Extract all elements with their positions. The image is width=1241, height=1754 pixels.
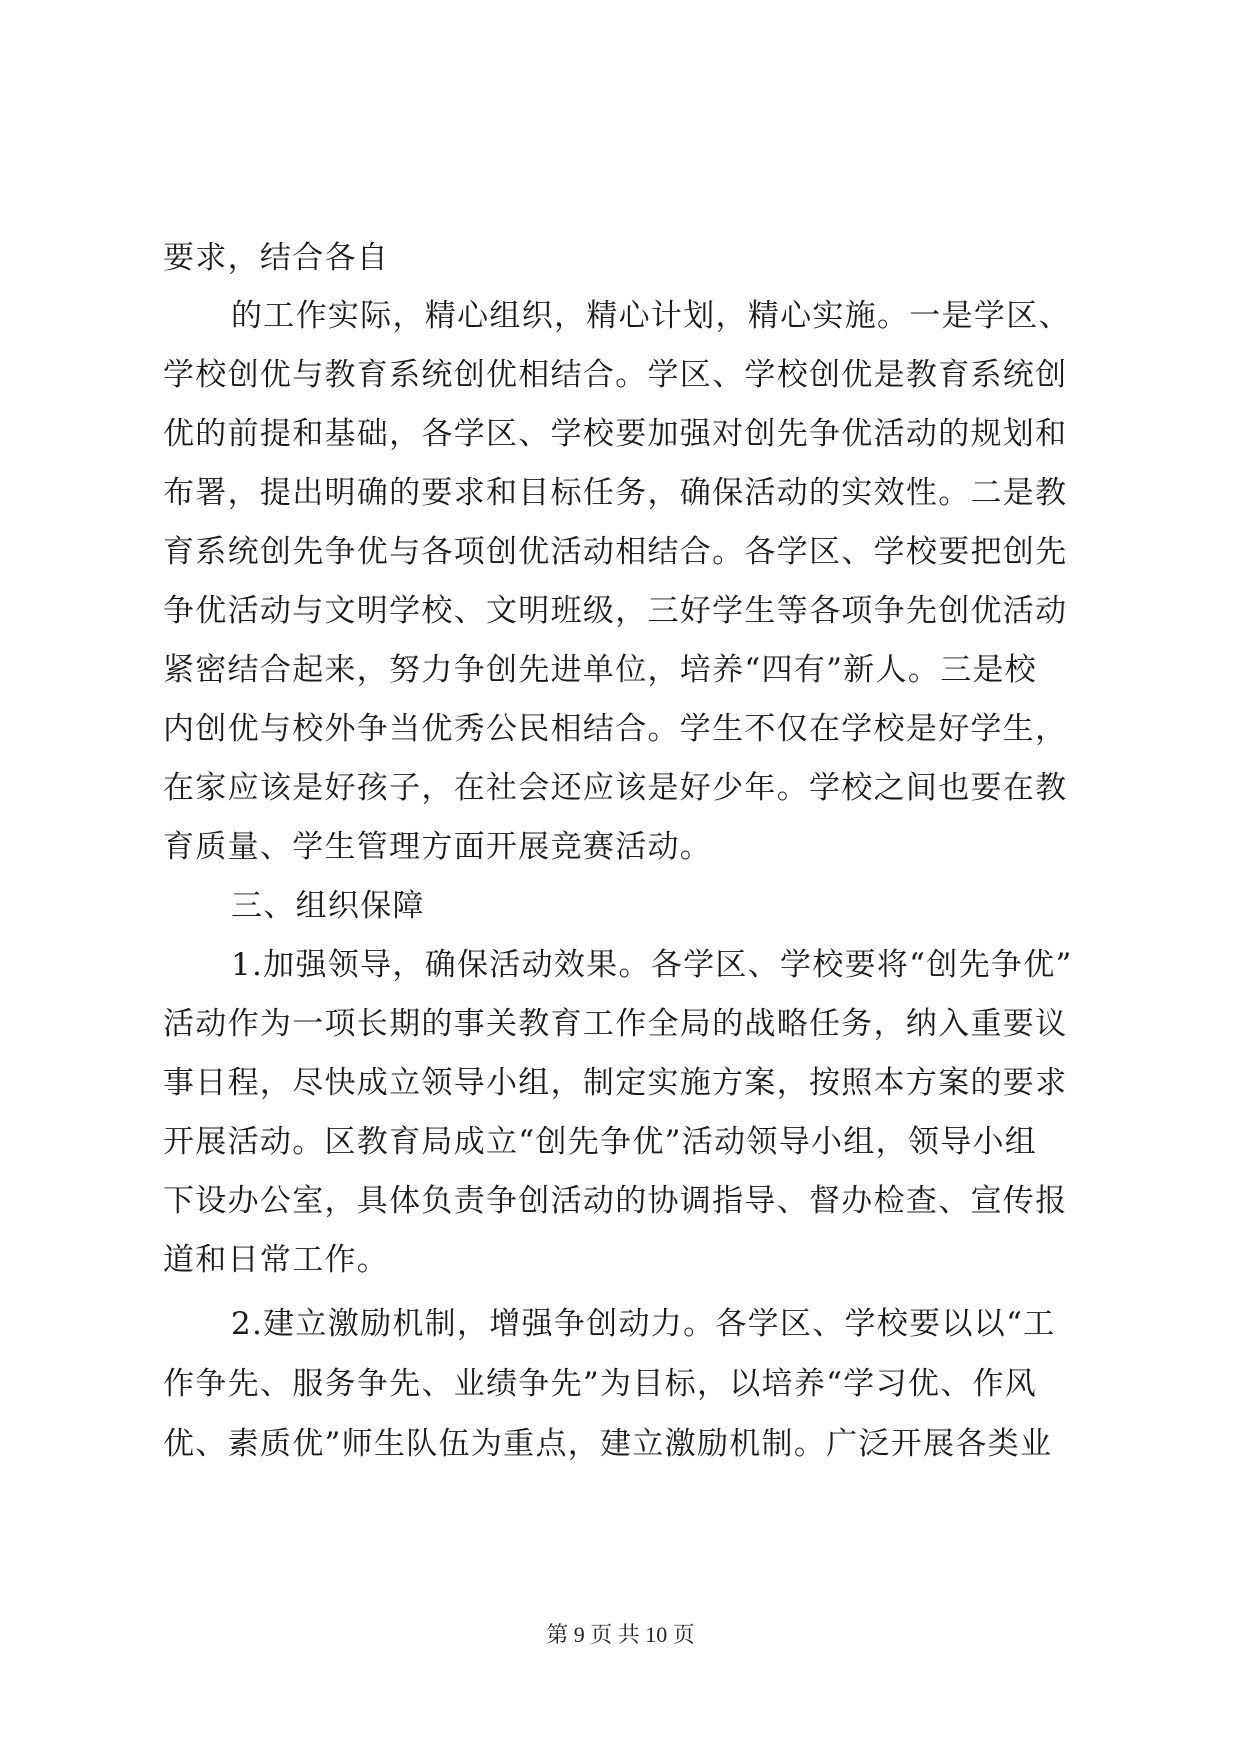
text-line: 活动作为一项长期的事关教育工作全局的战略任务，纳入重要议 bbox=[163, 1006, 1068, 1042]
text-line: 紧密结合起来，努力争创先进单位，培养“四有”新人。三是校 bbox=[163, 652, 1038, 688]
section-heading: 三、组织保障 bbox=[231, 888, 425, 924]
text-line: 开展活动。区教育局成立“创先争优”活动领导小组，领导小组 bbox=[163, 1124, 1038, 1160]
text-line: 要求，结合各自 bbox=[163, 240, 390, 276]
text-line: 内创优与校外争当优秀公民相结合。学生不仅在学校是好学生， bbox=[163, 711, 1068, 747]
text-line: 事日程，尽快成立领导小组，制定实施方案，按照本方案的要求 bbox=[163, 1065, 1068, 1101]
text-line: 学校创优与教育系统创优相结合。学区、学校创优是教育系统创 bbox=[163, 357, 1068, 393]
text-line: 下设办公室，具体负责争创活动的协调指导、督办检查、宣传报 bbox=[163, 1183, 1068, 1219]
text-line: 育系统创先争优与各项创优活动相结合。各学区、学校要把创先 bbox=[163, 534, 1068, 570]
text-line: 作争先、服务争先、业绩争先”为目标，以培养“学习优、作风 bbox=[163, 1366, 1038, 1402]
paragraph-start-line: 1.加强领导，确保活动效果。各学区、学校要将“创先争优” bbox=[231, 947, 1073, 983]
paragraph-start-line: 2.建立激励机制，增强争创动力。各学区、学校要以以“工 bbox=[231, 1306, 1056, 1342]
page-number-footer: 第 9 页 共 10 页 bbox=[546, 1622, 695, 1647]
text-line: 在家应该是好孩子，在社会还应该是好少年。学校之间也要在教 bbox=[163, 770, 1068, 806]
text-line: 争优活动与文明学校、文明班级，三好学生等各项争先创优活动 bbox=[163, 593, 1068, 629]
text-line: 优、素质优”师生队伍为重点，建立激励机制。广泛开展各类业 bbox=[163, 1426, 1053, 1462]
text-line: 优的前提和基础，各学区、学校要加强对创先争优活动的规划和 bbox=[163, 416, 1068, 452]
paragraph-start-line: 的工作实际，精心组织，精心计划，精心实施。一是学区、 bbox=[231, 298, 1071, 334]
text-line: 道和日常工作。 bbox=[163, 1242, 390, 1278]
text-line: 育质量、学生管理方面开展竞赛活动。 bbox=[163, 829, 713, 865]
text-line: 布署，提出明确的要求和目标任务，确保活动的实效性。二是教 bbox=[163, 475, 1068, 511]
